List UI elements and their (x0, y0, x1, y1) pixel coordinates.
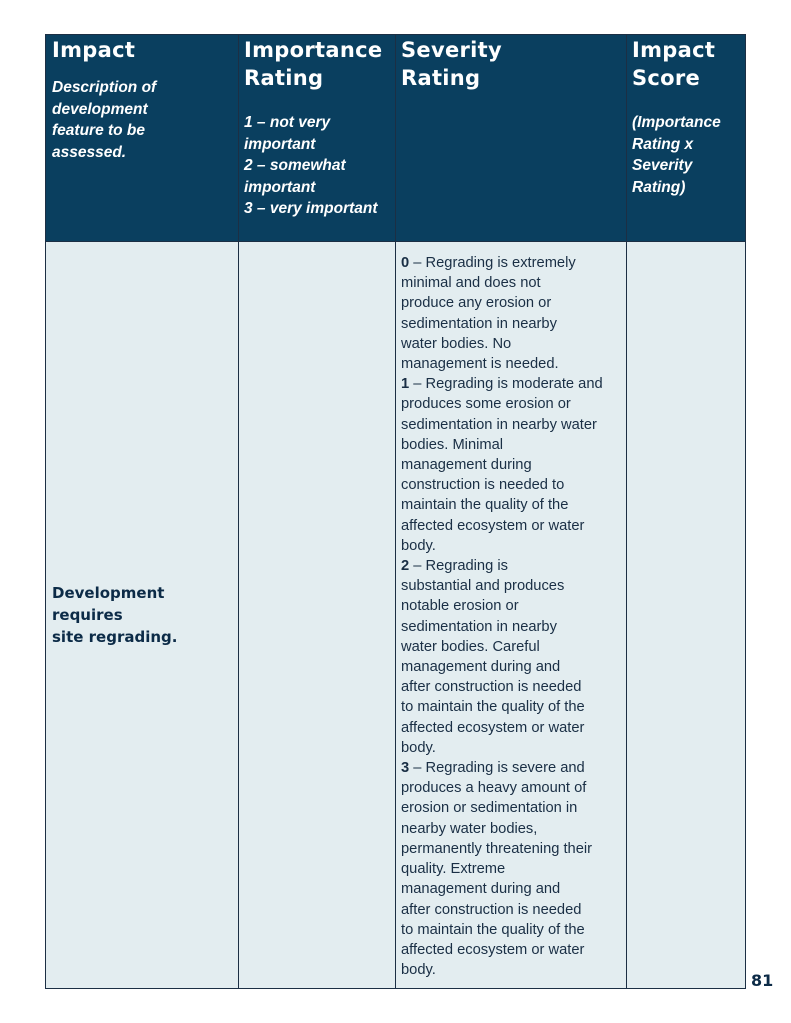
header-impact-description-line: assessed. (52, 143, 127, 161)
severity-level-line: produces a heavy amount of (401, 780, 587, 797)
severity-level-number: 2 (401, 558, 410, 575)
severity-level-line: affected ecosystem or water (401, 941, 585, 958)
impact-assessment-table (45, 34, 746, 989)
severity-level-line: after construction is needed (401, 679, 582, 696)
severity-level-line: to maintain the quality of the (401, 921, 585, 938)
severity-level-line: water bodies. No (401, 335, 512, 352)
severity-level-line: after construction is needed (401, 901, 582, 918)
severity-level-number: 3 (401, 760, 410, 777)
severity-rating-cell (396, 242, 627, 989)
severity-level-line (401, 374, 624, 394)
impact-cell (46, 242, 239, 989)
header-score-title-line: Impact (632, 38, 716, 62)
impact-description (46, 582, 238, 648)
header-severity (396, 35, 627, 242)
severity-level-line: water bodies. Careful (401, 638, 540, 655)
header-importance-scale (244, 112, 395, 220)
severity-level-line: minimal and does not (401, 275, 541, 292)
header-importance-scale-line: 1 – not very (244, 114, 331, 131)
header-score-formula-line: Severity (632, 157, 693, 174)
severity-level-line: bodies. Minimal (401, 436, 504, 453)
severity-level-line: notable erosion or (401, 598, 519, 615)
header-impact-title: Impact (52, 38, 136, 62)
header-score-title (632, 36, 745, 92)
impact-score-cell (627, 242, 746, 989)
page-number: 81 (751, 971, 774, 990)
severity-level-number: 0 (401, 255, 410, 271)
header-score-formula (632, 112, 745, 198)
severity-level-line: management during and (401, 881, 561, 898)
severity-level-line: quality. Extreme (401, 861, 506, 878)
severity-level-text: – Regrading is moderate and (409, 376, 603, 393)
importance-rating-cell (239, 242, 396, 989)
severity-level-line: maintain the quality of the (401, 497, 569, 514)
header-importance-title (244, 36, 395, 92)
header-score-formula-line: Rating x (632, 135, 694, 153)
header-impact (46, 35, 239, 242)
header-severity-title-line: Rating (401, 66, 481, 90)
severity-level-line (401, 556, 624, 576)
severity-level-line (401, 253, 624, 273)
header-importance (239, 35, 396, 242)
severity-level-line (401, 758, 624, 778)
severity-level-line: management during (401, 457, 532, 474)
header-importance-scale-line: 3 – very important (244, 200, 378, 217)
header-impact-description-line: feature to be (52, 122, 146, 139)
header-importance-title-line: Rating (244, 66, 324, 90)
header-impact-description (52, 77, 238, 163)
header-importance-scale-line: important (244, 178, 316, 196)
severity-level-line: substantial and produces (401, 578, 565, 595)
table-header-row (46, 35, 746, 242)
header-importance-scale-line: important (244, 135, 316, 153)
header-score-title-line: Score (632, 66, 701, 90)
severity-level-line: body. (401, 962, 436, 979)
severity-level-text: – Regrading is (409, 558, 508, 575)
header-severity-title-line: Severity (401, 38, 502, 62)
header-impact-description-line: development (52, 100, 148, 118)
severity-level-text: – Regrading is severe and (409, 760, 585, 777)
severity-level-line: body. (401, 739, 436, 756)
severity-level-line: to maintain the quality of the (401, 699, 585, 716)
header-score-formula-line: Rating) (632, 178, 686, 196)
severity-level-line: construction is needed to (401, 477, 565, 494)
severity-level-line: sedimentation in nearby (401, 618, 557, 635)
severity-levels (396, 242, 626, 980)
impact-description-line: Development requires (52, 584, 165, 624)
severity-level-text: – Regrading is extremely (409, 255, 576, 271)
severity-level-line: produce any erosion or (401, 295, 552, 312)
impact-description-line: site regrading. (52, 628, 178, 646)
severity-level-line: affected ecosystem or water (401, 517, 585, 534)
severity-level-line: management during and (401, 659, 561, 676)
severity-level-line: nearby water bodies, (401, 820, 538, 837)
severity-level-line: erosion or sedimentation in (401, 800, 578, 817)
severity-level-line: produces some erosion or (401, 396, 571, 413)
header-importance-scale-line: 2 – somewhat (244, 157, 346, 174)
header-impact-description-line: Description of (52, 79, 157, 96)
severity-level-line: management is needed. (401, 356, 559, 373)
table-row (46, 242, 746, 989)
header-severity-title (401, 36, 626, 92)
severity-level-number: 1 (401, 376, 410, 393)
severity-level-line: sedimentation in nearby (401, 315, 557, 332)
severity-level-line: sedimentation in nearby water (401, 416, 597, 433)
header-importance-title-line: Importance (244, 38, 383, 62)
severity-level-line: body. (401, 537, 436, 554)
header-score-formula-line: (Importance (632, 114, 721, 131)
severity-level-line: permanently threatening their (401, 840, 593, 857)
severity-level-line: affected ecosystem or water (401, 719, 585, 736)
header-score (627, 35, 746, 242)
